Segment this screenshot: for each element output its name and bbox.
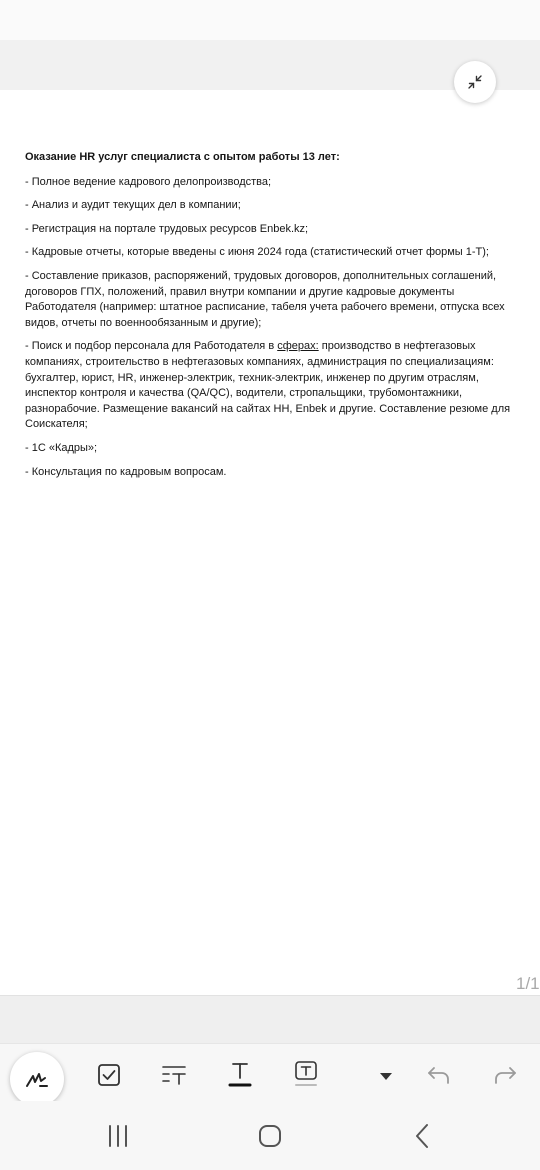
text-box-tool-button[interactable]	[289, 1056, 323, 1092]
redo-icon	[492, 1064, 518, 1086]
list-item: - Анализ и аудит текущих дел в компании;	[25, 199, 241, 212]
system-navigation-bar	[0, 1101, 540, 1170]
recent-apps-button[interactable]	[98, 1119, 138, 1153]
list-item: - 1С «Кадры»;	[25, 441, 98, 454]
text-color-tool-button[interactable]	[223, 1056, 257, 1092]
page-separator-band	[0, 995, 540, 1043]
undo-icon	[426, 1064, 452, 1086]
list-item: - Регистрация на портале трудовых ресурсов Enbek.kz;	[25, 222, 309, 235]
text-size-tool-button[interactable]	[157, 1058, 191, 1092]
back-icon	[412, 1123, 432, 1149]
checkbox-select-icon	[96, 1062, 122, 1088]
select-tool-button[interactable]	[92, 1058, 126, 1092]
text-size-icon	[160, 1062, 188, 1088]
text-color-icon	[227, 1059, 253, 1089]
text-box-icon	[293, 1059, 319, 1089]
back-button[interactable]	[402, 1119, 442, 1153]
list-item: - Полное ведение кадрового делопроизводства;	[25, 175, 272, 188]
recruit-prefix: - Поиск и подбор персонала для Работодателя в	[25, 340, 278, 353]
list-item-recruitment	[25, 339, 525, 433]
pen-tool-button[interactable]	[10, 1052, 64, 1106]
home-button[interactable]	[250, 1119, 290, 1153]
annotation-toolbar	[0, 1043, 540, 1101]
document-content	[25, 150, 525, 488]
collapse-fullscreen-button[interactable]	[454, 61, 496, 103]
list-item: - Составление приказов, распоряжений, трудовых договоров, дополнительных соглашений, договоров ГПХ, положений, правил внутри компании и другие кадровые документы Работодателя (например: штатное расписание, табеля учета рабочего времени, отпуска всех видов, отчеты по военнообязанным и другие);	[25, 269, 505, 329]
recruit-underlined-word: сферах:	[277, 340, 319, 353]
recruit-suffix: производство в нефтегазовых компаниях, строительство в нефтегазовых компаниях, администрация по специализациям: бухгалтер, юрист, HR, инженер-электрик, техник-электрик, инженер по другим отраслям, инспектор контроля и качества (QA/QC), водители, стропальщики, трубомонтажники, разнорабочие. Размещение вакансий на сайтах HH, Enbek и другие. Составление резюме для Соискателя;	[25, 340, 511, 431]
collapse-arrows-icon	[466, 73, 484, 91]
page-indicator: 1/1	[516, 974, 540, 993]
list-item: - Кадровые отчеты, которые введены с июня 2024 года (статистический отчет формы 1-Т);	[25, 246, 489, 259]
pen-icon	[24, 1066, 50, 1092]
dropdown-arrow-icon	[379, 1071, 393, 1081]
list-item: - Консультация по кадровым вопросам.	[25, 465, 227, 478]
recent-apps-icon	[105, 1124, 131, 1148]
more-tools-dropdown[interactable]	[372, 1062, 400, 1090]
document-heading: Оказание HR услуг специалиста с опытом работы 13 лет:	[25, 151, 340, 163]
redo-button[interactable]	[488, 1060, 522, 1090]
status-bar-area	[0, 0, 540, 40]
undo-button[interactable]	[422, 1060, 456, 1090]
home-icon	[257, 1123, 283, 1149]
